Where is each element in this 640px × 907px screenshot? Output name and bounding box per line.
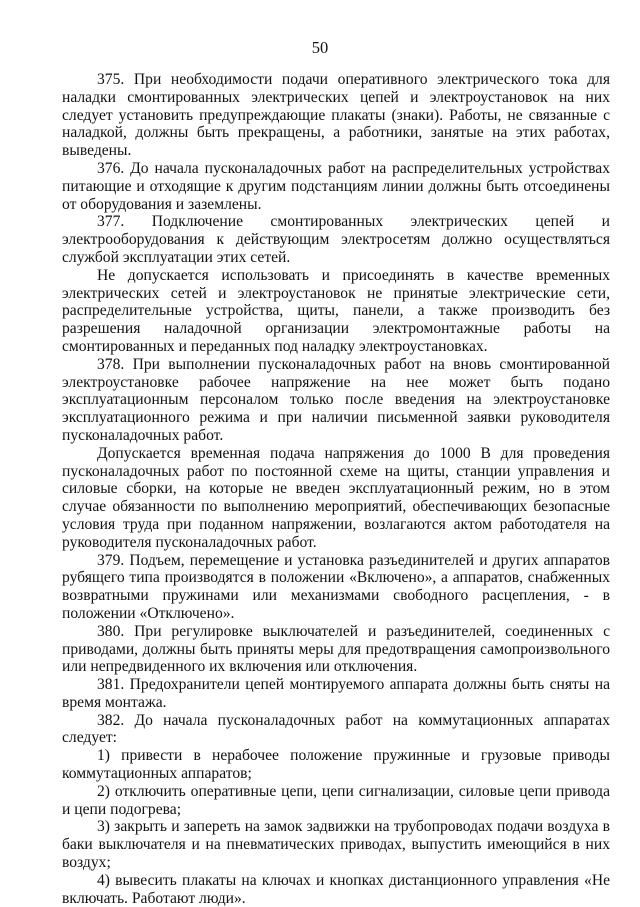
body-text — [62, 71, 610, 907]
paragraph-382: 382. До начала пусконаладочных работ на коммутационных аппаратах следует: — [62, 711, 610, 747]
list-item-3: 3) закрыть и запереть на замок задвижки на трубопроводах подачи воздуха в баки выключателя и на пневматических приводах, выпустить имеющийся в них воздух; — [62, 818, 610, 872]
list-item-1: 1) привести в нерабочее положение пружинные и грузовые приводы коммутационных аппаратов; — [62, 747, 610, 783]
paragraph-378: 378. При выполнении пусконаладочных работ на вновь смонтированной электроустановке рабочее напряжение на нее может быть подано эксплуатационным персоналом только после введения на электроустановке эксплуатационного режима и при наличии письменной заявки руководителя пусконаладочных работ. — [62, 355, 610, 444]
paragraph-377-continued: Не допускается использовать и присоединять в качестве временных электрических сетей и электроустановок не принятые электрические сети, распределительные устройства, щиты, панели, а также производить без разрешения наладочной организации электромонтажные работы на смонтированных и переданных под наладку электроустановках. — [62, 266, 610, 355]
paragraph-376: 376. До начала пусконаладочных работ на распределительных устройствах питающие и отходящие к другим подстанциям линии должны быть отсоединены от оборудования и заземлены. — [62, 159, 610, 213]
paragraph-378-continued: Допускается временная подача напряжения до 1000 В для проведения пусконаладочных работ по постоянной схеме на щиты, станции управления и силовые сборки, на которые не введен эксплуатационный режим, но в этом случае обязанности по выполнению мероприятий, обеспечивающих безопасные условия труда при поданном напряжении, возлагаются актом работодателя на руководителя пусконаладочных работ. — [62, 444, 610, 551]
paragraph-379: 379. Подъем, перемещение и установка разъединителей и других аппаратов рубящего типа производятся в положении «Включено», а аппаратов, снабженных возвратными пружинами или механизмами свободного расцепления, - в положении «Отключено». — [62, 551, 610, 622]
list-item-2: 2) отключить оперативные цепи, цепи сигнализации, силовые цепи привода и цепи подогрева; — [62, 782, 610, 818]
list-item-4: 4) вывесить плакаты на ключах и кнопках дистанционного управления «Не включать. Работают люди». — [62, 871, 610, 907]
paragraph-381: 381. Предохранители цепей монтируемого аппарата должны быть сняты на время монтажа. — [62, 676, 610, 711]
paragraph-380: 380. При регулировке выключателей и разъединителей, соединенных с приводами, должны быть приняты меры для предотвращения самопроизвольного или непредвиденного их включения или отключения. — [62, 622, 610, 676]
paragraph-375: 375. При необходимости подачи оперативного электрического тока для наладки смонтированных электрических цепей и электроустановок на них следует установить предупреждающие плакаты (знаки). Работы, не связанные с наладкой, должны быть прекращены, а работники, занятые на этих работах, выведены. — [62, 71, 610, 160]
paragraph-377: 377. Подключение смонтированных электрических цепей и электрооборудования к действующим электросетям должно осуществляться службой эксплуатации этих сетей. — [62, 213, 610, 266]
page-number: 50 — [311, 38, 329, 57]
